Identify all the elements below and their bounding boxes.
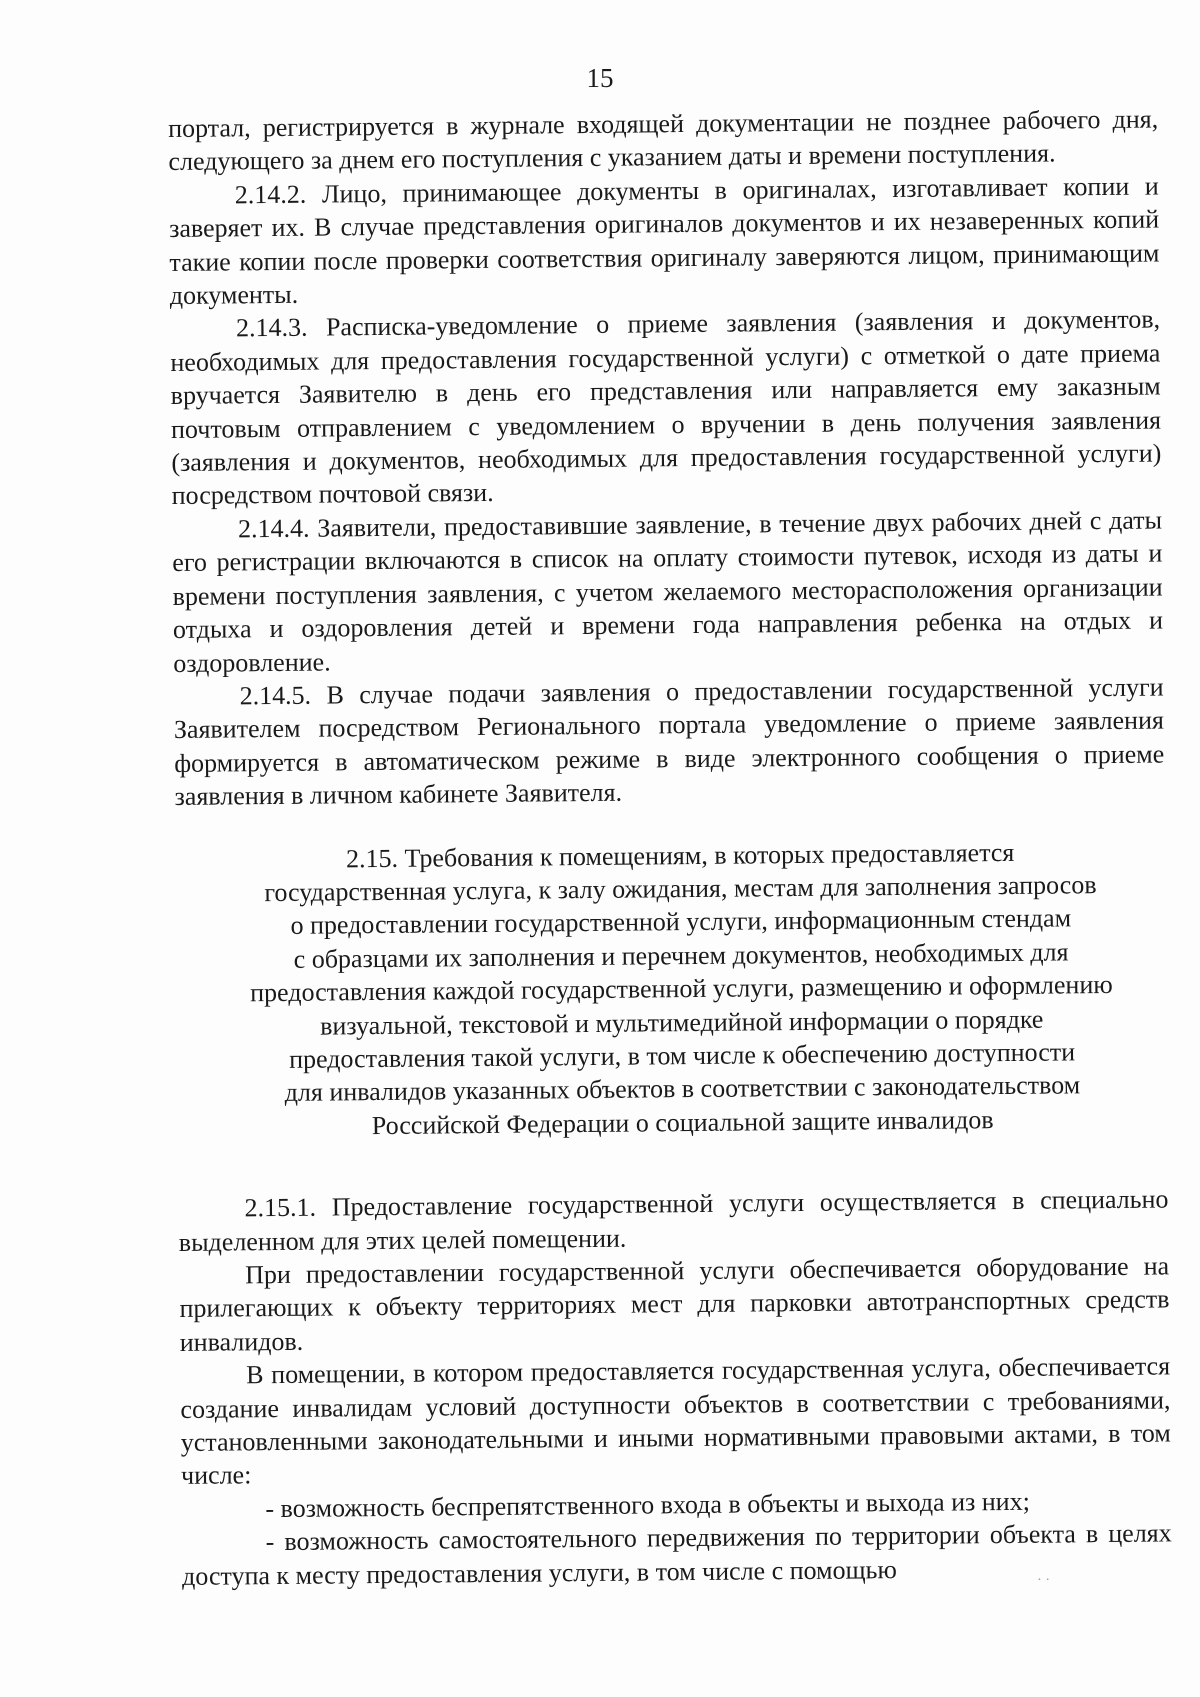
list-item: - возможность самостоятельного передвижения по территории объекта в целях доступа к месту предоставления услуги, в том числе с помощью	[181, 1518, 1172, 1591]
page-number: 15	[586, 63, 614, 93]
section-heading-line: 2.15. Требования к помещениям, в которых предоставляется	[345, 837, 1015, 873]
section-heading-line: Российской Федерации о социальной защите инвалидов	[371, 1104, 994, 1140]
paragraph-2-15-1: 2.15.1. Предоставление государственной услуги осуществляется в специально выделенном для этих целей помещении.	[178, 1184, 1169, 1257]
scan-speck: · ·	[1037, 1573, 1050, 1588]
paragraph-2-14-4: 2.14.4. Заявители, предоставившие заявление, в течение двух рабочих дней с даты его регистрации включаются в список на оплату стоимости путевок, исходя из даты и времени поступления заявления, с учетом желаемого месторасположения организации отдыха и оздоровления детей и времени года направления ребенка на отдых и оздоровление.	[172, 505, 1164, 678]
section-heading-line: визуальной, текстовой и мультимедийной информации о порядке	[319, 1004, 1044, 1041]
page-body	[168, 102, 1172, 1592]
paragraph-2-14-3: 2.14.3. Расписка-уведомление о приеме заявления (заявления и документов, необходимых для предоставления государственной услуги) с отметкой о дате приема вручается Заявителю в день его представления или направляется ему заказным почтовым отправлением с уведомлением о вручении в день получения заявления (заявления и документов, необходимых для предоставления государственной услуги) посредством почтовой связи.	[170, 304, 1162, 511]
section-heading-line: предоставления каждой государственной услуги, размещению и оформлению	[250, 970, 1113, 1008]
paragraph-accessibility: В помещении, в котором предоставляется государственная услуга, обеспечивается создание инвалидам условий доступности объектов в соответствии с требованиями, установленными законодательными и иными нормативными правовыми актами, в том числе:	[180, 1351, 1171, 1491]
section-heading-2-15	[175, 834, 1168, 1144]
paragraph-parking: При предоставлении государственной услуги обеспечивается оборудование на прилегающих к объекту территориях мест для парковки автотранспортных средств инвалидов.	[179, 1251, 1170, 1357]
paragraph-continuation: портал, регистрируется в журнале входящей документации не позднее рабочего дня, следующего за днем его поступления с указанием даты и времени поступления.	[168, 104, 1159, 177]
section-heading-line: для инвалидов указанных объектов в соответствии с законодательством	[284, 1070, 1081, 1108]
section-heading-line: государственная услуга, к залу ожидания, местам для заполнения запросов	[264, 870, 1097, 908]
section-heading-line: с образцами их заполнения и перечнем документов, необходимых для	[293, 937, 1069, 974]
paragraph-2-14-2: 2.14.2. Лицо, принимающее документы в оригиналах, изготавливает копии и заверяет их. В случае представления оригиналов документов и их незаверенных копий такие копии после проверки соответствия оригиналу заверяются лицом, принимающим документы.	[168, 171, 1160, 311]
paragraph-2-14-5: 2.14.5. В случае подачи заявления о предоставлении государственной услуги Заявителем посредством Регионального портала уведомление о приеме заявления формируется в автоматическом режиме в виде электронного сообщения о приеме заявления в личном кабинете Заявителя.	[173, 672, 1165, 812]
list-item: - возможность беспрепятственного входа в объекты и выхода из них;	[265, 1486, 1030, 1523]
section-heading-line: предоставления такой услуги, в том числе к обеспечению доступности	[288, 1037, 1076, 1074]
section-heading-line: о предоставлении государственной услуги, информационным стендам	[290, 903, 1072, 941]
